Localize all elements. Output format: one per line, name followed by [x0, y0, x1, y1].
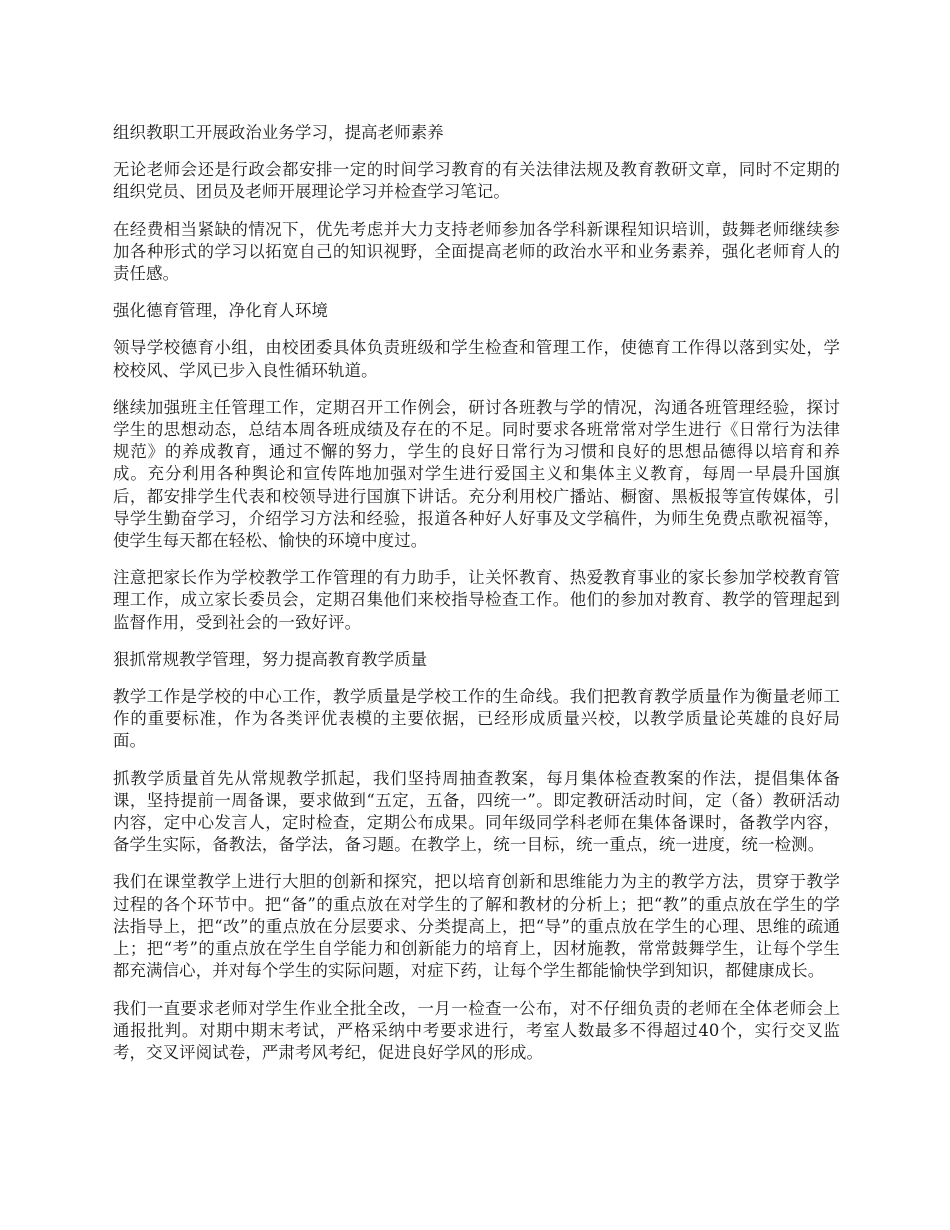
- document-page: [113, 122, 840, 1079]
- paragraph-homework-exams: 我们一直要求老师对学生作业全批全改，一月一检查一公布，对不仔细负责的老师在全体老师会上通报批判。对期中期末考试，严格采纳中考要求进行，考室人数最多不得超过40个，实行交叉监考，交叉评阅试卷，严肃考风考纪，促进良好学风的形成。: [113, 998, 840, 1062]
- paragraph-routine-teaching: 抓教学质量首先从常规教学抓起，我们坚持周抽查教案，每月集体检查教案的作法，提倡集体备课，坚持提前一周备课，要求做到“五定，五备，四统一”。即定教研活动时间，定（备）教研活动内容，定中心发言人，定时检查，定期公布成果。同年级同学科老师在集体备课时，备教学内容，备学生实际，备教法，备学法，备习题。在教学上，统一目标，统一重点，统一进度，统一检测。: [113, 768, 840, 855]
- paragraph-training-support: 在经费相当紧缺的情况下，优先考虑并大力支持老师参加各学科新课程知识培训，鼓舞老师继续参加各种形式的学习以拓宽自己的知识视野，全面提高老师的政治水平和业务素养，强化老师育人的责任感。: [113, 219, 840, 284]
- paragraph-study-arrangement: 无论老师会还是行政会都安排一定的时间学习教育的有关法律法规及教育教研文章，同时不定期的组织党员、团员及老师开展理论学习并检查学习笔记。: [113, 160, 840, 202]
- section-heading-teaching-quality: 狠抓常规教学管理，努力提高教育教学质量: [113, 649, 428, 669]
- paragraph-class-management: 继续加强班主任管理工作，定期召开工作例会，研讨各班教与学的情况，沟通各班管理经验，探讨学生的思想动态，总结本周各班成绩及存在的不足。同时要求各班常常对学生进行《日常行为法律规范》的养成教育，通过不懈的努力，学生的良好日常行为习惯和良好的思想品德得以培育和养成。充分利用各种舆论和宣传阵地加强对学生进行爱国主义和集体主义教育，每周一早晨升国旗后，都安排学生代表和校领导进行国旗下讲话。充分利用校广播站、橱窗、黑板报等宣传媒体，引导学生勤奋学习，介绍学习方法和经验，报道各种好人好事及文学稿件，为师生免费点歌祝福等，使学生每天都在轻松、愉快的环境中度过。: [113, 397, 840, 551]
- paragraph-moral-group: 领导学校德育小组，由校团委具体负责班级和学生检查和管理工作，使德育工作得以落到实处，学校校风、学风已步入良性循环轨道。: [113, 338, 840, 380]
- paragraph-teaching-core: 教学工作是学校的中心工作，教学质量是学校工作的生命线。我们把教育教学质量作为衡量老师工作的重要标准，作为各类评优表模的主要依据，已经形成质量兴校，以教学质量论英雄的良好局面。: [113, 687, 840, 751]
- section-heading-political-study: 组织教职工开展政治业务学习，提高老师素养: [113, 123, 444, 142]
- paragraph-parent-committee: 注意把家长作为学校教学工作管理的有力助手，让关怀教育、热爱教育事业的家长参加学校教育管理工作，成立家长委员会，定期召集他们来校指导检查工作。他们的参加对教育、教学的管理起到监督作用，受到社会的一致好评。: [113, 568, 840, 632]
- section-heading-moral-education: 强化德育管理，净化育人环境: [113, 301, 329, 321]
- paragraph-classroom-innovation: 我们在课堂教学上进行大胆的创新和探究，把以培育创新和思维能力为主的教学方法，贯穿于教学过程的各个环节中。把“备”的重点放在对学生的了解和教材的分析上；把“教”的重点放在学生的学法指导上，把“改”的重点放在分层要求、分类提高上，把“导”的重点放在学生的心理、思维的疏通上；把“考”的重点放在学生自学能力和创新能力的培育上，因材施教，常常鼓舞学生，让每个学生都充满信心，并对每个学生的实际问题，对症下药，让每个学生都能愉快学到知识，都健康成长。: [113, 872, 840, 981]
